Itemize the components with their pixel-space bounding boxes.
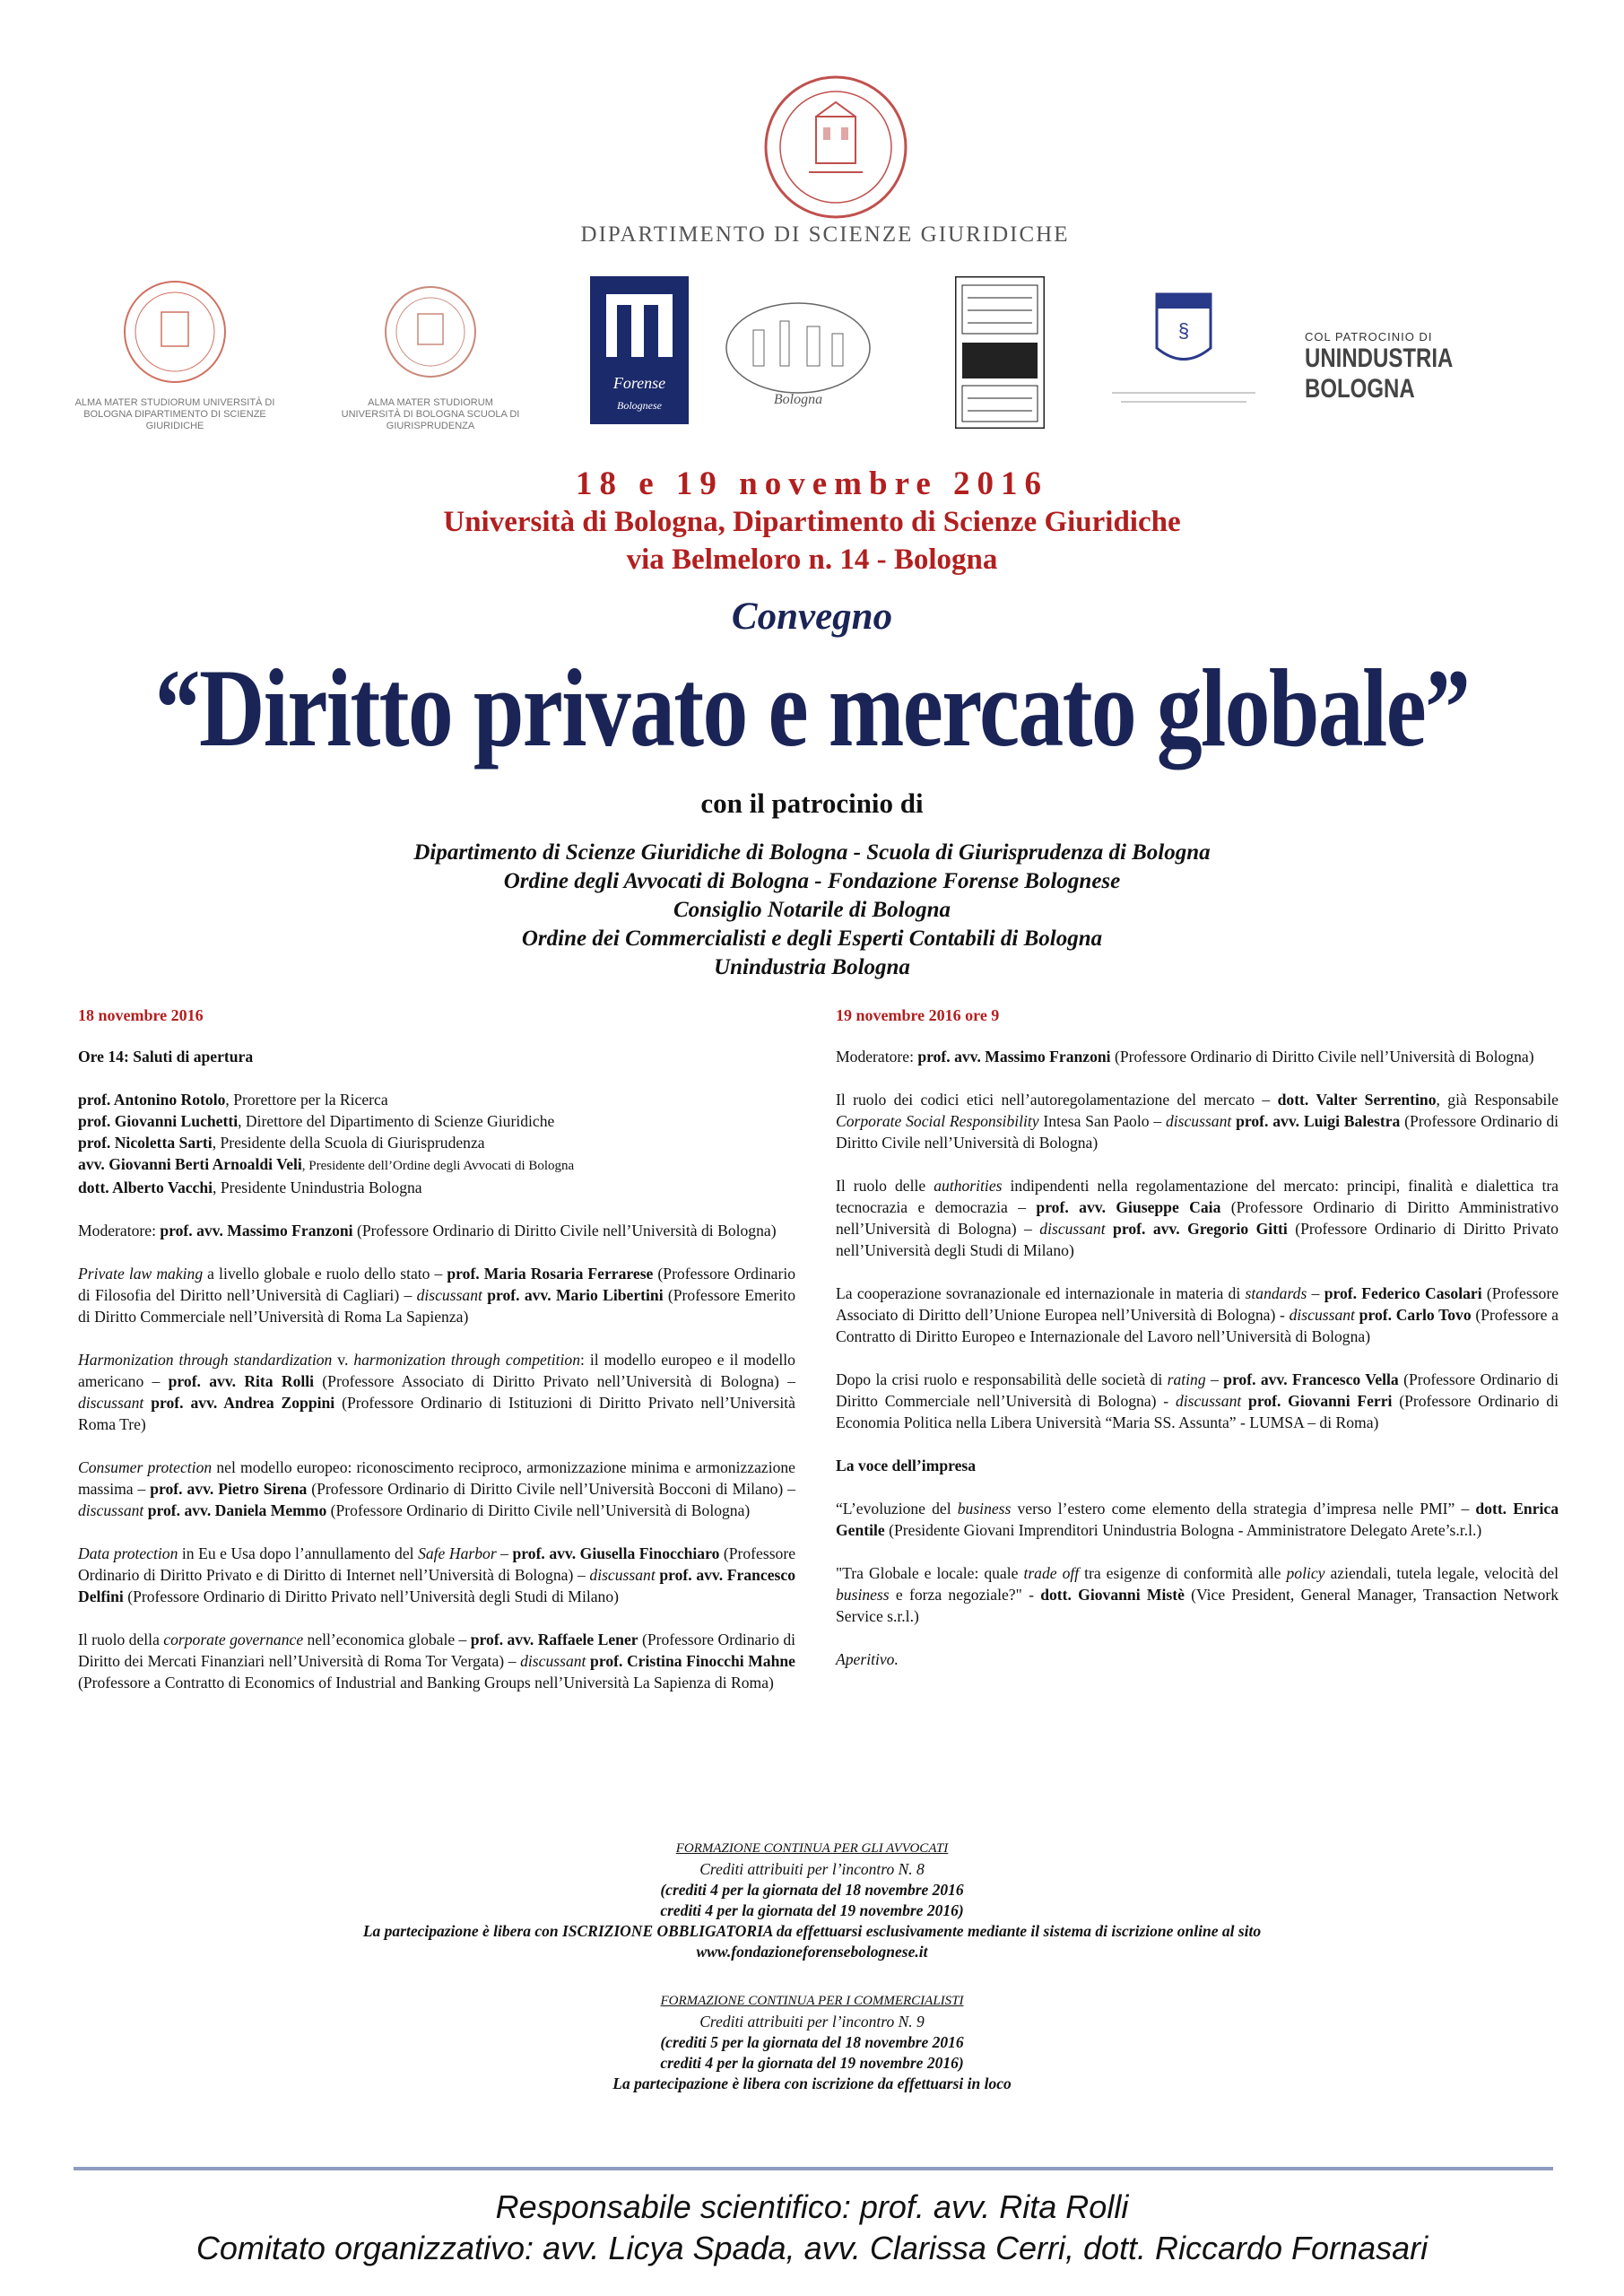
- day2-talk-5: “L’evoluzione del business verso l’estero come elemento della strategia d’impresa nelle PMI” – dott. Enrica Gentile (Presidente Giovani Imprenditori Unindustria Bologna - Amministratore Delegato Arete’s.r.l.): [836, 1500, 1559, 1539]
- sponsor-line: Ordine degli Avvocati di Bologna - Fondazione Forense Bolognese: [503, 869, 1121, 893]
- bologna-logo-caption: Bologna: [773, 392, 823, 407]
- day2-program: [836, 1004, 1559, 1692]
- day1-talk-3: Consumer protection nel modello europeo: riconoscimento reciproco, armonizzazione minima e armonizzazione massima – prof. avv. Pietro Sirena (Professore Ordinario di Diritto Civile nell’Università Bocconi di Milano) – discussant prof. avv. Daniela Memmo (Professore Ordinario di Diritto Civile nell’Università di Bologna): [78, 1458, 795, 1519]
- fondazione-website-link[interactable]: www.fondazioneforensebolognese.it: [696, 1943, 928, 1961]
- guest-item: prof. Nicoletta Sarti, Presidente della Scuola di Giurisprudenza: [78, 1134, 485, 1152]
- credits-commercialisti: [0, 1991, 1624, 2094]
- unindustria-caption: UNINDUSTRIA BOLOGNA: [1305, 344, 1453, 404]
- credits-commercialisti-count: Crediti attribuiti per l’incontro N. 9: [699, 2013, 925, 2031]
- event-title: “Diritto privato e mercato globale”: [154, 647, 1470, 770]
- svg-text:§: §: [1177, 319, 1190, 342]
- school-logo: [341, 276, 520, 447]
- commercialisti-logo: [955, 276, 1045, 447]
- svg-text:Forense: Forense: [612, 374, 666, 392]
- day1-talk-2: Harmonization through standardization v. harmonization through competition: il modello europeo e il modello americano – prof. avv. Rita Rolli (Professore Associato di Diritto Privato nell’Università di Bologna) – discussant prof. avv. Andrea Zoppini (Professore Ordinario di Istituzioni di Diritto Privato nell’Università Roma Tre): [78, 1351, 795, 1433]
- venue-line-1: Università di Bologna, Dipartimento di Scienze Giuridiche: [443, 506, 1181, 538]
- department-label: DIPARTIMENTO DI SCIENZE GIURIDICHE: [580, 222, 1070, 247]
- unindustria-logo: [1305, 276, 1565, 447]
- day2-talk-4: Dopo la crisi ruolo e responsabilità delle società di rating – prof. avv. Francesco Vella (Professore Ordinario di Diritto Commerciale nell’Università di Bologna) - discussant prof. Giovanni Ferri (Professore Ordinario di Economia Politica nella Libera Università “Maria SS. Assunta” - LUMSA – di Roma): [836, 1370, 1559, 1431]
- credits-commercialisti-day2: crediti 4 per la giornata del 19 novembre 2016): [660, 2054, 964, 2072]
- notarile-logo: [1094, 276, 1273, 447]
- day1-heading: 18 novembre 2016: [78, 1006, 204, 1024]
- fondazione-forense-logo: [590, 276, 689, 447]
- sponsor-line: Unindustria Bologna: [714, 955, 910, 979]
- day2-moderator: Moderatore: prof. avv. Massimo Franzoni (Professore Ordinario di Diritto Civile nell’Università di Bologna): [836, 1048, 1534, 1065]
- university-seal-logo: [746, 72, 925, 222]
- guest-item: avv. Giovanni Berti Arnoaldi Veli, Presidente dell’Ordine degli Avvocati di Bologna: [78, 1155, 575, 1173]
- credits-avvocati-day2: crediti 4 per la giornata del 19 novembre 2016): [660, 1901, 964, 1919]
- dsg-logo: [72, 276, 278, 447]
- day1-talk-5: Il ruolo della corporate governance nell’economica globale – prof. avv. Raffaele Lener (Professore Ordinario di Diritto dei Mercati Finanziari nell’Università di Roma Tor Vergata) – discussant prof. Cristina Finocchi Mahne (Professore a Contratto di Economics of Industrial and Banking Groups nell’Università La Sapienza di Roma): [78, 1631, 795, 1692]
- credits-avvocati-day1: (crediti 4 per la giornata del 18 novembre 2016: [660, 1881, 964, 1899]
- credits-avvocati: [0, 1839, 1624, 1962]
- impresa-heading: La voce dell’impresa: [836, 1457, 977, 1474]
- day2-talk-2: Il ruolo delle authorities indipendenti nella regolamentazione del mercato: principi, finalità e dialettica tra tecnocrazia e democrazia – prof. avv. Giuseppe Caia (Professore Ordinario di Diritto Amministrativo nell’Università di Bologna) – discussant prof. avv. Gregorio Gitti (Professore Ordinario di Diritto Privato nell’Università degli Studi di Milano): [836, 1177, 1559, 1259]
- venue-line-2: via Belmeloro n. 14 - Bologna: [626, 544, 998, 576]
- welcome-guests: [78, 1089, 795, 1198]
- credits-avvocati-count: Crediti attribuiti per l’incontro N. 8: [699, 1860, 925, 1878]
- sponsor-line: Ordine dei Commercialisti e degli Esperti Contabili di Bologna: [521, 926, 1103, 951]
- credits-avvocati-heading: FORMAZIONE CONTINUA PER GLI AVVOCATI: [675, 1841, 949, 1856]
- guest-item: prof. Antonino Rotolo, Prorettore per la Ricerca: [78, 1091, 388, 1109]
- day1-program: [78, 1004, 795, 1715]
- guest-item: dott. Alberto Vacchi, Presidente Unindustria Bologna: [78, 1178, 422, 1196]
- guest-item: prof. Giovanni Luchetti, Direttore del Dipartimento di Scienze Giuridiche: [78, 1112, 555, 1130]
- day1-talk-4: Data protection in Eu e Usa dopo l’annullamento del Safe Harbor – prof. avv. Giusella Finocchiaro (Professore Ordinario di Diritto Privato e di Diritto di Internet nell’Università di Bologna) – discussant prof. avv. Francesco Delfini (Professore Ordinario di Diritto Privato nell’Università degli Studi di Milano): [78, 1544, 796, 1605]
- day2-talk-1: Il ruolo dei codici etici nell’autoregolamentazione del mercato – dott. Valter Serrentino, già Responsabile Corporate Social Responsibility Intesa San Paolo – discussant prof. avv. Luigi Balestra (Professore Ordinario di Diritto Civile nell’Università di Bologna): [836, 1091, 1559, 1152]
- day2-talk-6: "Tra Globale e locale: quale trade off tra esigenze di conformità alle policy aziendali, tutela legale, velocità del business e forza negoziale?" - dott. Giovanni Mistè (Vice President, General Manager, Transaction Network Service s.r.l.): [836, 1564, 1559, 1625]
- patrocinio-label: con il patrocinio di: [700, 787, 924, 819]
- credits-commercialisti-heading: FORMAZIONE CONTINUA PER I COMMERCIALISTI: [660, 1994, 964, 2008]
- unindustria-caption-top: COL PATROCINIO DI: [1305, 330, 1433, 344]
- sponsor-list: [0, 839, 1624, 982]
- day2-heading: 19 novembre 2016 ore 9: [836, 1006, 1000, 1024]
- partner-logos: [72, 276, 1560, 456]
- dsg-logo-caption: ALMA MATER STUDIORUM UNIVERSITÀ DI BOLOGNA DIPARTIMENTO DI SCIENZE GIURIDICHE: [74, 397, 275, 431]
- credits-avvocati-note: La partecipazione è libera con ISCRIZIONE OBBLIGATORIA da effettuarsi esclusivamente mediante il sistema di iscrizione online al sito: [362, 1922, 1262, 1940]
- event-date: 18 e 19 novembre 2016: [576, 465, 1048, 502]
- day1-talk-1: Private law making a livello globale e ruolo dello stato – prof. Maria Rosaria Ferrarese (Professore Ordinario di Filosofia del Diritto nell’Università di Cagliari) – discussant prof. avv. Mario Libertini (Professore Emerito di Diritto Commerciale nell’Università di Roma La Sapienza): [78, 1265, 796, 1326]
- day1-moderator: Moderatore: prof. avv. Massimo Franzoni (Professore Ordinario di Diritto Civile nell’Università di Bologna): [78, 1222, 777, 1239]
- opening-heading: Ore 14: Saluti di apertura: [78, 1048, 254, 1065]
- organizing-committee: Comitato organizzativo: avv. Licya Spada, avv. Clarissa Cerri, dott. Riccardo Fornasari: [195, 2230, 1429, 2266]
- credits-commercialisti-note: La partecipazione è libera con iscrizione da effettuarsi in loco: [612, 2074, 1012, 2092]
- school-logo-caption: ALMA MATER STUDIORUM UNIVERSITÀ DI BOLOGNA SCUOLA DI GIURISPRUDENZA: [341, 397, 520, 431]
- day2-talk-3: La cooperazione sovranazionale ed internazionale in materia di standards – prof. Federico Casolari (Professore Associato di Diritto dell’Unione Europea nell’Università di Bologna) - discussant prof. Carlo Tovo (Professore a Contratto di Diritto Europeo e Internazionale del Lavoro nell’Università di Bologna): [836, 1284, 1559, 1345]
- sponsor-line: Dipartimento di Scienze Giuridiche di Bologna - Scuola di Giurisprudenza di Bologna: [413, 840, 1211, 865]
- event-kind: Convegno: [731, 596, 893, 638]
- scientific-lead: Responsabile scientifico: prof. avv. Rita Rolli: [495, 2188, 1129, 2225]
- closing-note: Aperitivo.: [836, 1650, 899, 1668]
- svg-text:Bolognese: Bolognese: [617, 399, 662, 412]
- credits-commercialisti-day1: (crediti 5 per la giornata del 18 novembre 2016: [660, 2033, 964, 2051]
- footer-divider: [74, 2167, 1553, 2170]
- bologna-sketch-logo: [717, 276, 879, 447]
- sponsor-line: Consiglio Notarile di Bologna: [673, 898, 951, 922]
